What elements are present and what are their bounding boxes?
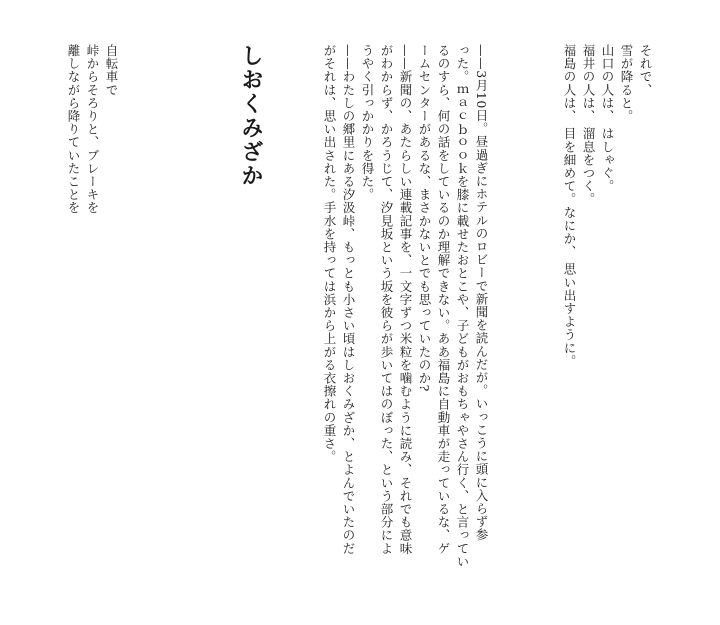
opening-line-4: 福井の人は、 溜息をつく。 (581, 44, 596, 206)
essay-body (320, 44, 491, 568)
opening-line-3: 山口の人は、 はしゃぐ。 (600, 44, 615, 193)
section-title: しおくみざか (238, 44, 264, 188)
essay-line-6: がわからず、かろうじて、汐見坂という坂を彼らが歩いてはのぼった、という部分によ (379, 44, 394, 555)
poem-line-1: 自転車で (104, 44, 119, 97)
essay-line-4: ームセンターがあるな、まさかないとでも思っていたのか? (417, 44, 432, 392)
essay-line-7: うやく引っかかりを得た。 (360, 44, 375, 202)
poem-line-3: 離しながら降りていたことを (66, 44, 81, 215)
opening-line-1: それで、 (638, 44, 653, 97)
essay-line-9: がそれは、思い出された。手水を持っては浜から上がる衣擦れの重さ。 (322, 44, 337, 464)
essay-line-3: るのすら、何の話をしているのか理解できない。ああ福島に自動車が走っているな、ゲ (436, 44, 451, 555)
poem-stanza (64, 44, 121, 214)
essay-line-8: ——わたしの郷里にある汐汲峠、もっとも小さい頃はしおくみざか、とよんでいたのだ (341, 44, 356, 555)
opening-line-5: 福島の人は、 目を細めて。なにか、 思い出すように。 (562, 44, 577, 368)
poem-line-2: 峠からそろりと、ブレーキを (85, 44, 100, 215)
opening-stanza (560, 44, 655, 368)
essay-line-1: ——3月10日。昼過ぎにホテルのロビーで新聞を読んだが。いっこうに頭に入らず参 (474, 44, 489, 542)
opening-line-2: 雪が降ると。 (619, 44, 634, 123)
essay-line-5: ——新聞の、あたらしい連載記事を、一文字ずつ米粒を噛むように読み、それでも意味 (398, 44, 413, 555)
essay-line-2: った。ｍａｃｂｏｏｋを膝に載せたおとこや、子どもがおもちゃやさん行く、と言ってい (455, 44, 470, 568)
